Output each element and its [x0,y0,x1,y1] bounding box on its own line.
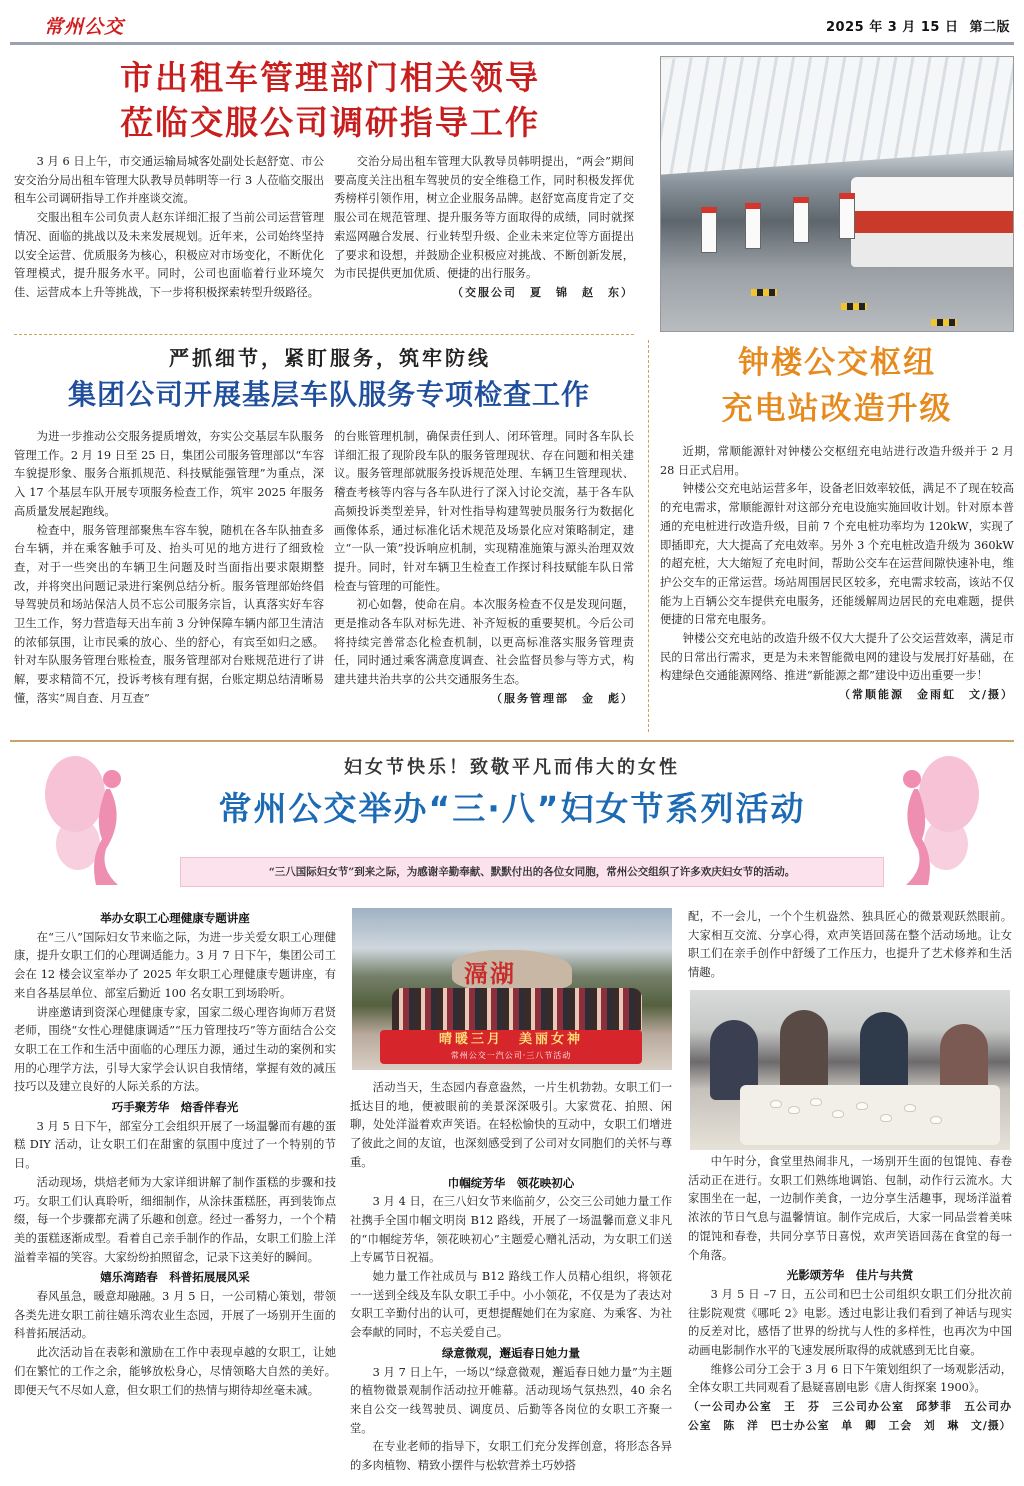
charging-station-photo [660,56,1014,332]
article1-paragraph: 交治分局出租车管理大队教导员韩明提出，“两会”期间要高度关注出租车驾驶员的安全维稳工作，同时积极发挥优秀榜样引领作用，树立企业服务品牌。赵舒宽高度肯定了交服公司在规范管理、提升服务等方面取得的成绩，同时就探索巡网融合发展、行业转型升级、企业未来定位等方面提出了要求和设想，并鼓励企业积极应对挑战、不断创新发展，为市民提供更加优质、便捷的出行服务。 [334,155,634,281]
article1-credit: （交服公司 夏 锦 赵 东） [452,285,634,299]
article1-headline-line1: 市出租车管理部门相关领导 [120,58,540,97]
photo-person [860,1012,908,1092]
section-paragraph: 中午时分，食堂里热闹非凡，一场别开生面的包馄饨、春卷活动正在进行。女职工们熟练地调馅、包制，动作行云流水。大家围坐在一起，一边制作美食，一边分享生活趣事，现场洋溢着浓浓的节日气息与温馨情谊。制作完成后，大家一同品尝着美味的馄饨和春卷，共同分享节日喜悦，欢声笑语回荡在食堂的每一个角落。 [688,1155,1012,1262]
photo-dumpling [856,1102,868,1110]
article2-paragraph: 为进一步推动公交服务提质增效，夯实公交基层车队服务管理工作。2 月 19 日至 25 日，集团公司服务管理部以“车容车貌提形象、服务合瓶抓规范、科技赋能强管理”为重点，深入 17 个基层车队开展专项服务检查工作，筑牢 2025 年服务高质量发展起跑线。 [14,430,324,518]
section-paragraph: 3 月 5 日下午，部室分工会组织开展了一场温馨而有趣的蛋糕 DIY 活动，让女职工们在甜蜜的氛围中度过了一个特别的节日。 [14,1119,336,1171]
column-divider [648,340,649,732]
photo-wheel-stop [931,319,957,326]
article2-credit: （服务管理部 金 彪） [491,691,634,705]
womens-day-column-2 [350,1079,672,1476]
photo-dumpling [832,1110,844,1118]
section-paragraph: 活动现场，烘焙老师为大家详细讲解了制作蛋糕的步骤和技巧。女职工们认真聆听，细细制作，从涂抹蛋糕胚，再到装饰点缀，每一个步骤都充满了乐趣和创意。经过一番努力，一个个精美的蛋糕逐渐成型。看着自己亲手制作的作品，女职工们脸上洋溢着幸福的笑容。大家纷纷拍照留念，记录下这美好的瞬间。 [14,1175,336,1264]
photo-dumpling [810,1098,822,1106]
article3-credit: （常顺能源 金雨虹 文/摄） [838,688,1014,702]
article1-column-right [334,153,634,303]
banner-headline: 常州公交举办“三·八”妇女节系列活动 [218,789,806,828]
womens-day-column-3-continued [688,1153,1012,1436]
article3-body [660,443,1014,705]
article3-headline-line1: 钟楼公交枢纽 [738,345,936,381]
article3-paragraph: 近期，常顺能源针对钟楼公交枢纽充电站进行改造升级并于 2 月 28 日正式启用。 [660,445,1014,477]
section-paragraph: 活动当天，生态园内春意盎然，一片生机勃勃。女职工们一抵达目的地，便被眼前的美景深深吸引。大家赏花、拍照、闲聊，处处洋溢着欢声笑语。在轻松愉快的互动中，女职工们增进了彼此之间的友谊，也深刻感受到了公司对女同胞们的关怀与尊重。 [350,1081,672,1169]
dumpling-activity-photo [690,990,1010,1150]
womens-day-credit: （一公司办公室 王 芬 三公司办公室 邱梦菲 五公司办公室 陈 洋 巴士办公室 单 卿 工会 刘 琳 文/摄） [688,1400,1012,1432]
section-heading: 绿意微观，邂逅春日她力量 [442,1345,580,1360]
photo-dumpling [904,1104,916,1112]
photo-dumpling [770,1100,782,1108]
article1-headline-line2: 莅临交服公司调研指导工作 [120,103,540,142]
photo-charger [839,193,855,239]
section-divider [14,334,634,335]
article1-headline [20,55,640,145]
photo-dumpling [880,1114,892,1122]
photo-wheel-stop [751,289,777,296]
article1-paragraph: 3 月 6 日上午，市交通运输局城客处副处长赵舒宽、市公安交治分局出租车管理大队教导员韩明等一行 3 人莅临交服出租车公司调研指导工作并座谈交流。 [14,155,324,206]
photo-wheel-stop [841,303,867,310]
article3-headline-line2: 充电站改造升级 [721,391,953,427]
section-paragraph: 3 月 4 日，在三八妇女节来临前夕，公交三公司她力量工作社携手全国巾帼文明岗 B12 路线，开展了一场温馨而意义非凡的“巾帼绽芳华，领花映初心”主题爱心赠礼活动，为女职工们送上专属节日祝福。 [350,1195,672,1265]
article1-paragraph: 交服出租车公司负责人赵东详细汇报了当前公司运营管理情况、面临的挑战以及未来发展规划。近年来，公司始终坚持以安全运营、优质服务为核心，积极应对市场变化，不断优化管理模式，提升服务水平。同时，公司也面临着行业环境欠佳、运营成本上升等挑战，下一步将积极探索转型升级路径。 [14,211,324,299]
photo-charger [745,203,761,249]
article3-headline [662,340,1012,432]
article2-paragraph: 初心如磐，使命在肩。本次服务检查不仅是发现问题，更是推动各车队对标先进、补齐短板的重要契机。今后公司将持续完善常态化检查机制，以更高标准落实服务管理责任，同时通过乘客满意度调查、社会监督员参与等方式，构建共建共治共享的公共交通服务生态。 [334,598,634,687]
article3-paragraph: 钟楼公交充电站的改造升级不仅大大提升了公交运营效率，满足市民的日常出行需求，更是为未来智能微电网的建设与发展打好基础，在构建绿色交通能源网络、推进“新能源之都”建设中迈出重要一步！ [660,632,1014,683]
article2-kicker: 严抓细节，紧盯服务，筑牢防线 [169,346,491,370]
article2-column-left [14,428,324,709]
photo-dumpling [930,1116,942,1124]
section-paragraph: 她力量工作社成员与 B12 路线工作人员精心组织，将领花一一送到全线及车队女职工手中。小小领花，不仅是为了表达对女职工辛勤付出的认可，更想提醒她们在为家庭、为乘客、为社会奉献的同时，不忘关爱自己。 [350,1270,672,1340]
section-heading: 巧手聚芳华 焙香伴春光 [111,1100,239,1115]
section-paragraph: 3 月 7 日上午，一场以“绿意微观，邂逅春日她力量”为主题的植物微景观制作活动拉开帷幕。活动现场气氛热烈，40 余名来自公交一线驾驶员、调度员、后勤等各岗位的女职工齐聚一堂。 [350,1365,672,1435]
photo-person [780,1010,828,1090]
article2-paragraph: 检查中，服务管理部聚焦车容车貌，随机在各车队抽查多台车辆，并在乘客触手可及、抬头可见的地方进行了细致检查，对于一些突出的车辆卫生问题及时当面指出要求限期整改，并将突出问题记录进行案例总结分析。服务管理部始终倡导驾驶员和场站保洁人员不忘公司服务宗旨，认真落实好车容卫生工作，努力营造每天出车前 3 分钟保障车辆内部卫生清洁的浓郁氛围，让市民乘的放心、坐的舒心，有宾至如归之感。针对车队服务管理台账检查，服务管理部对台账规范进行了讲解，要求精简不冗，投诉考核有理有据，台账定期总结清晰易懂，落实“周自查、月互查” [14,523,324,705]
photo-table [740,1085,1000,1145]
section-paragraph: 维修公司分工会于 3 月 6 日下午策划组织了一场观影活动，全体女职工共同观看了悬疑喜剧电影《唐人街探案 1900》。 [688,1362,1012,1395]
middle-rule [10,740,1014,742]
photo-charger [793,197,809,243]
section-heading: 巾帼绽芳华 领花映初心 [447,1175,575,1190]
section-paragraph: 3 月 5 日 –7 日，五公司和巴士公司组织女职工们分批次前往影院观赏《哪吒 2》电影。透过电影让我们看到了神话与现实的反差对比，感悟了世界的纷扰与人性的多样性，也再次为中国动画电影制作水平的飞速发展所取得的成就感到无比自豪。 [688,1287,1012,1358]
issue-edition: 第二版 [969,20,1010,35]
group-photo [352,908,672,1070]
issue-info [820,16,1010,35]
photo-rock-inscription: 滆湖 [464,960,516,988]
masthead-logo: 常州公交 [44,16,125,38]
section-paragraph: 讲座邀请到资深心理健康专家，国家二级心理咨询师万君贤老师，围绕“女性心理健康调适”“压力管理技巧”等方面结合公交女职工在工作和生活中面临的心理压力源，通过生动的案例和实用的心理学方法，引导大家学会认识自我情绪，掌握有效的减压技巧以及建立良好的人际关系的方法。 [14,1005,336,1094]
issue-date: 2025 年 3 月 15 日 [826,20,959,35]
article2-paragraph: 的台账管理机制，确保责任到人、闭环管理。同时各车队长详细汇报了现阶段车队的服务管理现状、存在问题和相关建议。服务管理部就服务投诉规范处理、车辆卫生管理现状、稽查考核等内容与各车队进行了深入讨论交流，基于各车队高频投诉类型差异，针对性指导构建驾驶员服务行为数据化画像体系，通过标准化话术规范及场景化应对策略制定，建立“一队一策”投诉响应机制，实现精准施策与源头治理双效提升。同时，针对车辆卫生检查工作探讨科技赋能车队日常检查与管理的可能性。 [334,430,634,593]
section-heading: 光影颂芳华 佳片与共赏 [786,1268,914,1283]
section-paragraph: 春风虽急，暖意却融融。3 月 5 日，一公司精心策划，带领各类先进女职工前往嬉乐湾农业生态园，开展了一场别开生面的科普拓展活动。 [14,1290,336,1341]
womens-day-banner [20,745,1004,895]
section-paragraph: 此次活动旨在表彰和激励在工作中表现卓越的女职工，让她们在繁忙的工作之余，能够放松身心，尽情领略大自然的美好。即便天气不尽如人意，但女职工们的热情与期待却丝毫未减。 [14,1346,336,1397]
photo-banner [380,1030,642,1064]
section-paragraph: 在“三八”国际妇女节来临之际，为进一步关爱女职工心理健康，提升女职工们的心理调适能力。3 月 7 日下午，集团公司工会在 12 楼会议室举办了 2025 年女职工心理健康专题讲座，有来自各基层单位、部室后勤近 100 名女职工到场聆听。 [14,930,336,1000]
article1-column-left [14,153,324,303]
photo-crowd [392,988,642,1030]
banner-intro: “三八国际妇女节”到来之际，为感谢辛勤奉献、默默付出的各位女同胞，常州公交组织了许多欢庆妇女节的活动。 [180,857,884,887]
article3-paragraph: 钟楼公交充电站运营多年，设备老旧效率较低，满足不了现在较高的充电需求，常顺能源针对这部分充电设施实施回收计划。针对原本普通的充电桩进行改造升级，目前 7 个充电桩功率均为 120kW，实现了即插即充，大大提高了充电效率。另外 3 个充电桩改造升级为 360kW 的超充桩，大大缩短了充电时间，帮助公交车在运营间隙快速补电，维护公交车的正常运营。场站周围居民区较多，充电需求较高，该站不仅能为上百辆公交车提供充电服务，还能缓解周边居民的充电难题，提供便捷的日常充电服务。 [660,482,1014,627]
section-heading: 嬉乐湾踏春 科普拓展展风采 [100,1270,250,1285]
photo-canopy [660,56,1014,176]
banner-kicker: 妇女节快乐！致敬平凡而伟大的女性 [344,757,680,778]
photo-banner-line1: 晴暖三月 美丽女神 [438,1032,583,1047]
photo-dumpling [788,1106,800,1114]
womens-day-column-3 [688,908,1012,983]
section-paragraph: 配，不一会儿，一个个生机盎然、独具匠心的微景观跃然眼前。大家相互交流、分享心得，欢声笑语回荡在整个活动场地。让女职工们在亲手创作中舒缓了工作压力，也提升了艺术修养和生活情趣。 [688,910,1012,980]
article2-column-right [334,428,634,709]
photo-bus [851,177,1014,267]
article2-headline: 集团公司开展基层车队服务专项检查工作 [67,378,590,411]
womens-day-column-1 [14,908,336,1400]
photo-banner-line2: 常州公交一汽公司·三八节活动 [450,1051,572,1060]
section-paragraph: 在专业老师的指导下，女职工们充分发挥创意，将形态各异的多肉植物、精致小摆件与松软营养土巧妙搭 [350,1440,672,1473]
section-heading: 举办女职工心理健康专题讲座 [100,911,250,925]
top-rule [10,42,1014,45]
photo-charger [701,207,717,253]
